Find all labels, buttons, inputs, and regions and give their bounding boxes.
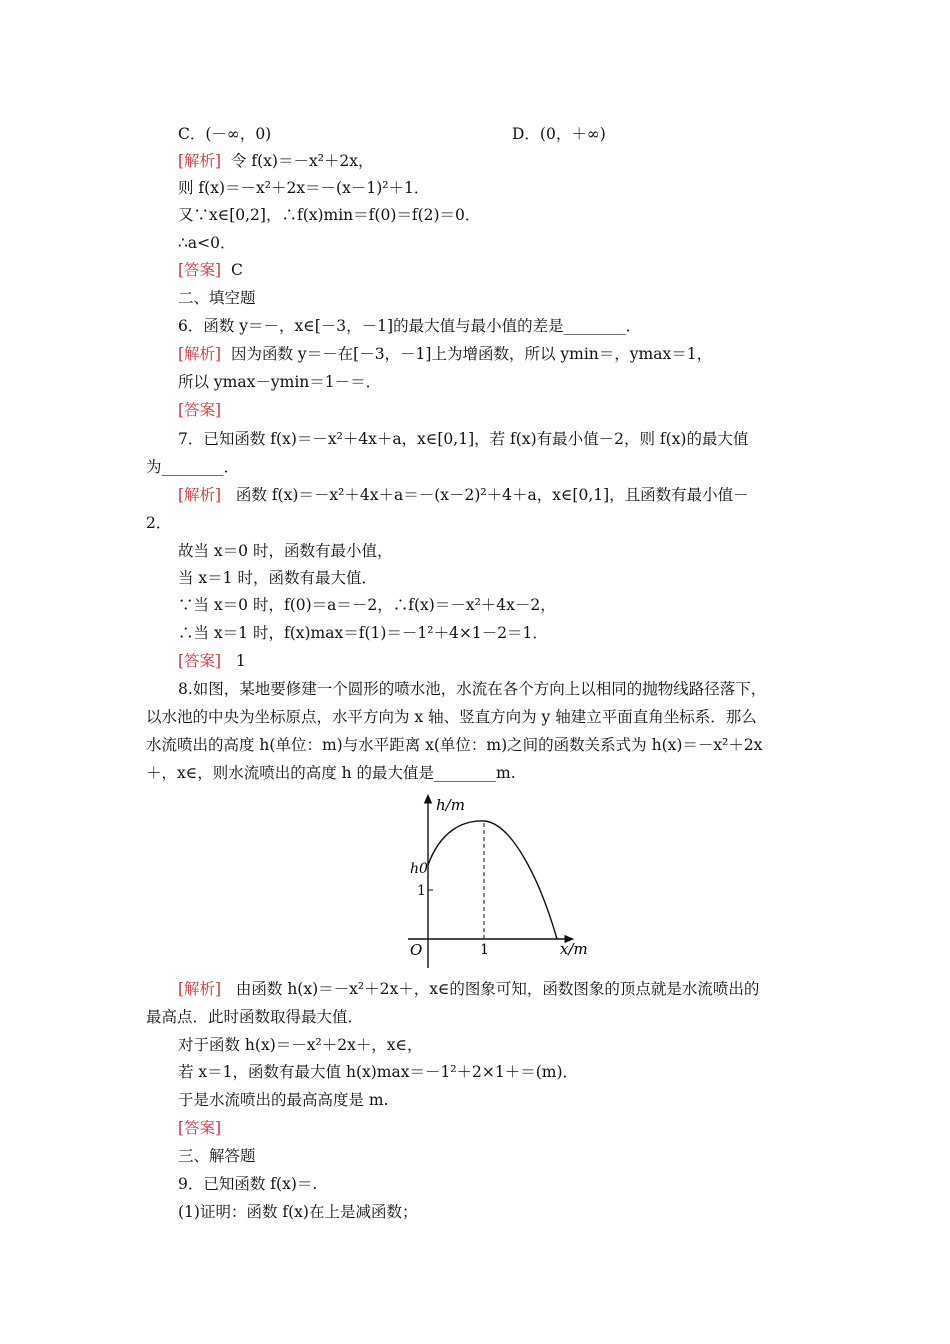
analysis-label: [解析] — [178, 152, 222, 170]
question-8: 8.如图，某地要修建一个圆形的喷水池，水流在各个方向上以相同的抛物线路径落下， — [178, 680, 767, 698]
analysis-text: 函数 f(x)＝－x²＋4x＋a＝－(x－2)²＋4＋a，x∈[0,1]，且函数有最小值－ — [235, 486, 749, 504]
text-line: 若 x＝1，函数有最大值 h(x)max＝－1²＋2×1＋＝(m)． — [178, 1063, 579, 1081]
x-axis-label: x/m — [560, 940, 588, 958]
h0-label: h0 — [410, 861, 428, 877]
answer-line — [178, 400, 221, 420]
analysis-line — [178, 485, 749, 505]
y-tick-label: 1 — [417, 883, 426, 899]
analysis-label: [解析] — [178, 486, 222, 504]
analysis-text: 由函数 h(x)＝－x²＋2x＋，x∈的图象可知，函数图象的顶点就是水流喷出的 — [235, 980, 760, 998]
x-tick-label: 1 — [480, 942, 489, 958]
parabola-graph — [400, 790, 600, 970]
question-7: 7．已知函数 f(x)＝－x²＋4x＋a，x∈[0,1]，若 f(x)有最小值－2，则 f(x)的最大值 — [178, 430, 749, 448]
answer-label: [答案] — [178, 401, 222, 419]
text-line: ∴当 x＝1 时，f(x)max＝f(1)＝－1²＋4×1－2＝1． — [178, 624, 548, 642]
answer-label: [答案] — [178, 1119, 222, 1137]
analysis-label: [解析] — [178, 345, 222, 363]
text-line: 于是水流喷出的最高高度是 m. — [178, 1091, 389, 1109]
analysis-line-1 — [178, 151, 374, 171]
text-line: ∴a<0． — [178, 234, 236, 252]
y-axis-label: h/m — [436, 796, 465, 814]
text-line: ∵当 x＝0 时，f(0)＝a＝－2，∴f(x)＝－x²＋4x－2， — [178, 596, 556, 614]
analysis-line — [178, 344, 712, 364]
text-line: 所以 ymax－ymin＝1－＝． — [178, 373, 382, 391]
analysis-text: 令 f(x)＝－x²＋2x， — [230, 152, 374, 170]
text-line: 以水池的中央为坐标原点，水平方向为 x 轴、竖直方向为 y 轴建立平面直角坐标系．那么 — [146, 708, 757, 726]
answer-line — [178, 260, 243, 280]
text-line: 为________． — [146, 458, 240, 476]
text-line: 2． — [146, 514, 172, 532]
parabola-figure — [400, 790, 600, 974]
answer-line — [178, 651, 246, 671]
text-line: 对于函数 h(x)＝－x²＋2x＋，x∈， — [178, 1036, 423, 1054]
question-6: 6．函数 y＝－，x∈[－3，－1]的最大值与最小值的差是________． — [178, 317, 642, 335]
text-line: (1)证明：函数 f(x)在上是减函数； — [178, 1203, 418, 1221]
question-9: 9．已知函数 f(x)＝. — [178, 1175, 318, 1193]
origin-label: O — [410, 941, 423, 959]
text-line: 最高点．此时函数取得最大值． — [146, 1008, 364, 1026]
parabola-curve — [428, 821, 557, 939]
text-line: 故当 x＝0 时，函数有最小值， — [178, 542, 393, 560]
section-heading: 三、解答题 — [178, 1147, 256, 1165]
text-line: 水流喷出的高度 h(单位：m)与水平距离 x(单位：m)之间的函数关系式为 h(x)＝－x²＋2x — [146, 736, 763, 754]
text-line: 则 f(x)＝－x²＋2x＝－(x－1)²＋1． — [178, 179, 430, 197]
text-line: ＋，x∈，则水流喷出的高度 h 的最大值是________m. — [146, 764, 516, 782]
answer-label: [答案] — [178, 652, 222, 670]
answer-text: C — [230, 261, 243, 279]
text-line: 当 x＝1 时，函数有最大值． — [178, 569, 377, 587]
answer-line — [178, 1118, 221, 1138]
text-line: 又∵x∈[0,2]，∴f(x)min＝f(0)＝f(2)＝0． — [178, 206, 481, 224]
option-c: C．(－∞，0) — [178, 125, 272, 143]
answer-label: [答案] — [178, 261, 222, 279]
analysis-line — [178, 979, 759, 999]
section-heading: 二、填空题 — [178, 289, 256, 307]
analysis-label: [解析] — [178, 980, 222, 998]
analysis-text: 因为函数 y＝－在[－3，－1]上为增函数，所以 ymin＝，ymax＝1， — [230, 345, 713, 363]
answer-text: 1 — [235, 652, 246, 670]
option-d: D．(0，＋∞) — [512, 125, 606, 143]
